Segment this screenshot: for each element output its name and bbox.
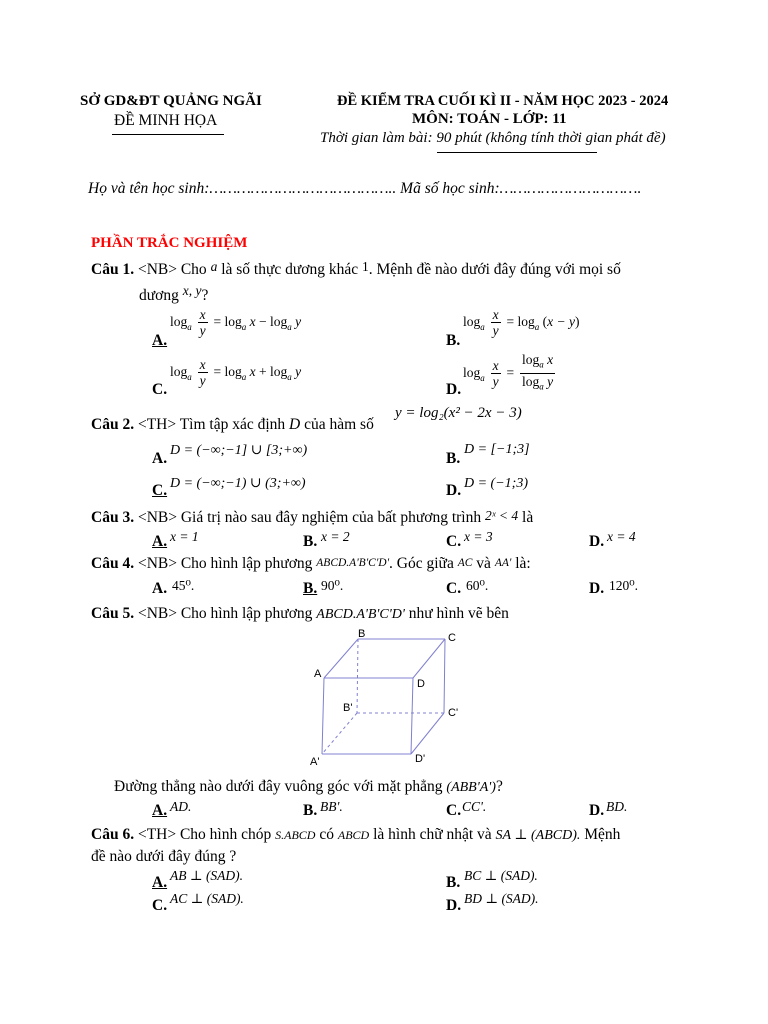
option-b-label[interactable]: B. bbox=[303, 802, 318, 819]
vertex-label-a1: A' bbox=[310, 756, 320, 768]
option-b-label[interactable]: B. bbox=[303, 533, 318, 550]
subject-line: MÔN: TOÁN - LỚP: 11 bbox=[412, 111, 567, 127]
student-info-line: Họ và tên học sinh:………………………………….. Mã số học sinh:…………………………. bbox=[88, 180, 642, 197]
q6-option-d[interactable]: BD ⊥ (SAD). bbox=[464, 891, 539, 906]
q1-option-b[interactable]: $\log_a$ $\frac{x}{y}$ = $\log_a (x - y)$ bbox=[463, 307, 580, 338]
vertex-label-b1: B' bbox=[343, 702, 353, 714]
header-right-underline bbox=[437, 152, 597, 153]
vertex-label-c1: C' bbox=[448, 707, 459, 719]
header-left-underline bbox=[112, 134, 224, 135]
question-5: Câu 5. <NB> Cho hình lập phương ABCD.A'B'C'D' như hình vẽ bên bbox=[91, 605, 509, 622]
q4-option-c[interactable]: 60⁰. bbox=[466, 578, 489, 593]
option-c-label[interactable]: C. bbox=[446, 802, 462, 819]
option-a-label[interactable]: A. bbox=[152, 580, 168, 597]
q5-option-a[interactable]: AD. bbox=[170, 799, 192, 814]
section-title: PHẦN TRẮC NGHIỆM bbox=[91, 235, 248, 251]
option-a-label[interactable]: A. bbox=[152, 533, 168, 550]
q2-option-d[interactable]: D = (−1;3) bbox=[464, 476, 528, 491]
question-3: Câu 3. <NB> Giá trị nào sau đây nghiệm của bất phương trình 2ˣ < 4 là bbox=[91, 508, 534, 526]
question-6-line2: đề nào dưới đây đúng ? bbox=[91, 848, 237, 865]
q5-option-d[interactable]: BD. bbox=[606, 799, 628, 814]
question-5-body: Đường thẳng nào dưới đây vuông góc với mặt phẳng (ABB'A')? bbox=[114, 778, 503, 795]
option-c-label[interactable]: C. bbox=[446, 580, 462, 597]
option-d-label[interactable]: D. bbox=[446, 482, 462, 499]
q6-option-b[interactable]: BC ⊥ (SAD). bbox=[464, 868, 538, 883]
q5-option-b[interactable]: BB'. bbox=[320, 799, 343, 814]
q4-option-d[interactable]: 120⁰. bbox=[609, 578, 639, 593]
vertex-label-a: A bbox=[314, 668, 322, 680]
question-6: Câu 6. <TH> Cho hình chóp S.ABCD có ABCD là hình chữ nhật và SA ⊥ (ABCD). Mệnh bbox=[91, 826, 621, 843]
q3-option-c[interactable]: x = 3 bbox=[464, 529, 493, 544]
option-c-label[interactable]: C. bbox=[152, 381, 168, 398]
q3-option-b[interactable]: x = 2 bbox=[321, 529, 350, 544]
q4-option-b[interactable]: 90⁰. bbox=[321, 578, 344, 593]
question-4: Câu 4. <NB> Cho hình lập phương ABCD.A'B'C'D'. Góc giữa AC và AA' là: bbox=[91, 555, 531, 572]
option-a-label[interactable]: A. bbox=[152, 802, 168, 819]
option-d-label[interactable]: D. bbox=[589, 580, 605, 597]
option-c-label[interactable]: C. bbox=[446, 533, 462, 550]
q1-option-d[interactable]: $\log_a$ $\frac{x}{y}$ = $\frac{\log_a x}{\log_a y}$ bbox=[463, 352, 554, 392]
q5-option-c[interactable]: CC'. bbox=[462, 799, 487, 814]
vertex-label-b: B bbox=[358, 628, 366, 640]
option-b-label[interactable]: B. bbox=[446, 874, 461, 891]
q3-option-d[interactable]: x = 4 bbox=[607, 529, 636, 544]
option-b-label[interactable]: B. bbox=[446, 332, 461, 349]
q3-option-a[interactable]: x = 1 bbox=[170, 529, 199, 544]
option-b-label[interactable]: B. bbox=[303, 580, 318, 597]
question-label: Câu 1. bbox=[91, 261, 135, 278]
option-c-label[interactable]: C. bbox=[152, 897, 168, 914]
q2-option-b[interactable]: D = [−1;3] bbox=[464, 442, 530, 457]
q1-option-a[interactable]: $\log_a$ $\frac{x}{y}$ = $\log_a x - \log_a y$ bbox=[170, 307, 302, 338]
question-2: Câu 2. <TH> Tìm tập xác định D của hàm số bbox=[91, 416, 374, 433]
school-name: SỞ GD&ĐT QUẢNG NGÃI bbox=[80, 93, 262, 109]
option-a-label[interactable]: A. bbox=[152, 874, 168, 891]
option-a-label[interactable]: A. bbox=[152, 332, 168, 349]
q6-option-a[interactable]: AB ⊥ (SAD). bbox=[170, 868, 244, 883]
cube-figure bbox=[310, 625, 475, 770]
exam-type: ĐỀ MINH HỌA bbox=[114, 112, 218, 129]
time-line: Thời gian làm bài: 90 phút (không tính thời gian phát đề) bbox=[320, 130, 666, 146]
option-c-label[interactable]: C. bbox=[152, 482, 168, 499]
option-a-label[interactable]: A. bbox=[152, 450, 168, 467]
option-d-label[interactable]: D. bbox=[589, 533, 605, 550]
q2-option-a[interactable]: D = (−∞;−1] ∪ [3;+∞) bbox=[170, 443, 308, 458]
q1-option-c[interactable]: $\log_a$ $\frac{x}{y}$ = $\log_a x + \log_a y$ bbox=[170, 357, 302, 388]
question-1-line2: dương x, y? bbox=[139, 283, 209, 304]
q2-function: y = log₂(x² − 2x − 3) bbox=[395, 405, 522, 421]
option-d-label[interactable]: D. bbox=[589, 802, 605, 819]
q6-option-c[interactable]: AC ⊥ (SAD). bbox=[170, 891, 244, 906]
q2-option-c[interactable]: D = (−∞;−1) ∪ (3;+∞) bbox=[170, 476, 306, 491]
vertex-label-d: D bbox=[417, 678, 425, 690]
exam-title: ĐỀ KIỂM TRA CUỐI KÌ II - NĂM HỌC 2023 - 2024 bbox=[337, 93, 669, 109]
option-d-label[interactable]: D. bbox=[446, 897, 462, 914]
vertex-label-c: C bbox=[448, 632, 456, 644]
question-1: Câu 1. <NB> Cho a là số thực dương khác 1. Mệnh đề nào dưới đây đúng với mọi số bbox=[91, 259, 621, 278]
option-d-label[interactable]: D. bbox=[446, 381, 462, 398]
vertex-label-d1: D' bbox=[415, 753, 426, 765]
q4-option-a[interactable]: 45⁰. bbox=[172, 578, 195, 593]
option-b-label[interactable]: B. bbox=[446, 450, 461, 467]
